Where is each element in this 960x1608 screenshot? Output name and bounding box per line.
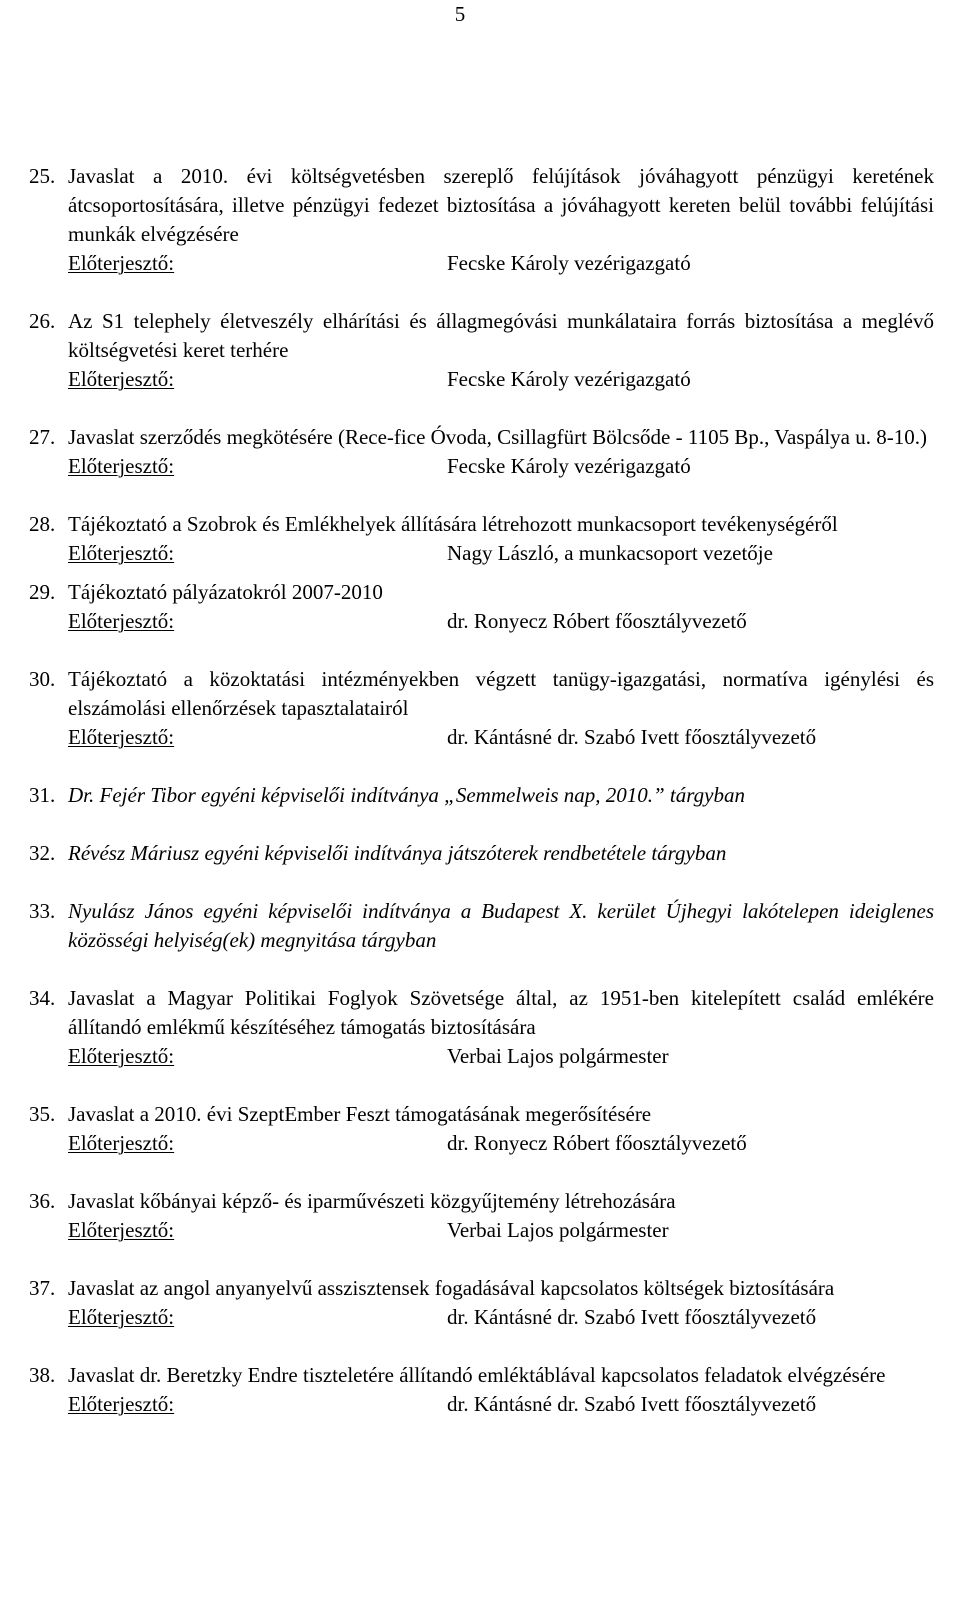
agenda-item-28 [29,510,934,568]
presenter-row [68,1390,934,1419]
agenda-item-35 [29,1100,934,1158]
presenter-name: dr. Ronyecz Róbert főosztályvezető [447,609,747,633]
presenter-row [68,365,934,394]
item-title: Javaslat a 2010. évi SzeptEmber Feszt támogatásának megerősítésére [68,1102,652,1126]
presenter-row [68,1216,934,1245]
presenter-label: Előterjesztő: [68,541,175,565]
presenter-name: Verbai Lajos polgármester [447,1218,669,1242]
presenter-name: Verbai Lajos polgármester [447,1044,669,1068]
presenter-row [68,452,934,481]
item-title: Tájékoztató a közoktatási intézményekben végzett tanügy-igazgatási, normatíva igénylési és elszámolási ellenőrzések tapasztalatairól [68,667,934,720]
presenter-row [68,249,934,278]
presenter-name: dr. Kántásné dr. Szabó Ivett főosztályvezető [447,1392,817,1416]
item-number: 36. [29,1189,56,1213]
presenter-label: Előterjesztő: [68,1131,175,1155]
item-number: 30. [29,667,56,691]
presenter-name: Fecske Károly vezérigazgató [447,367,691,391]
item-number: 37. [29,1276,56,1300]
item-number: 31. [29,783,56,807]
item-number: 29. [29,580,56,604]
item-number: 27. [29,425,56,449]
agenda-list [29,162,934,1419]
item-number: 25. [29,164,56,188]
item-title: Javaslat dr. Beretzky Endre tiszteletére állítandó emléktáblával kapcsolatos feladatok elvégzésére [68,1363,886,1387]
item-title: Az S1 telephely életveszély elhárítási és állagmegóvási munkálataira forrás biztosítása a meglévő költségvetési keret terhére [68,309,934,362]
page-number: 5 [454,2,466,26]
presenter-label: Előterjesztő: [68,251,175,275]
presenter-row [68,1129,934,1158]
presenter-label: Előterjesztő: [68,1044,175,1068]
item-title: Nyulász János egyéni képviselői indítványa a Budapest X. kerület Újhegyi lakótelepen ideiglenes közösségi helyiség(ek) megnyitása tárgyban [68,899,934,952]
item-title: Javaslat a 2010. évi költségvetésben szereplő felújítások jóváhagyott pénzügyi keretének átcsoportosítására, illetve pénzügyi fedezet biztosítása a jóváhagyott kereten belül további felújítási munkák elvégzésére [68,164,934,246]
presenter-label: Előterjesztő: [68,609,175,633]
item-title: Javaslat az angol anyanyelvű asszisztensek fogadásával kapcsolatos költségek biztosítására [68,1276,835,1300]
presenter-label: Előterjesztő: [68,725,175,749]
item-title: Javaslat szerződés megkötésére (Rece-fice Óvoda, Csillagfürt Bölcsőde - 1105 Bp., Vaspálya u. 8-10.) [68,425,927,449]
item-number: 26. [29,309,56,333]
item-number: 28. [29,512,56,536]
item-number: 38. [29,1363,56,1387]
presenter-name: dr. Kántásné dr. Szabó Ivett főosztályvezető [447,1305,817,1329]
presenter-name: dr. Kántásné dr. Szabó Ivett főosztályvezető [447,725,817,749]
presenter-row [68,723,934,752]
agenda-item-36 [29,1187,934,1245]
presenter-name: dr. Ronyecz Róbert főosztályvezető [447,1131,747,1155]
agenda-item-26 [29,307,934,394]
presenter-name: Nagy László, a munkacsoport vezetője [447,541,773,565]
presenter-row [68,607,934,636]
agenda-item-31 [29,781,934,810]
item-title: Tájékoztató pályázatokról 2007-2010 [68,580,383,604]
presenter-name: Fecske Károly vezérigazgató [447,251,691,275]
item-number: 32. [29,841,56,865]
presenter-name: Fecske Károly vezérigazgató [447,454,691,478]
presenter-row [68,539,934,568]
presenter-row [68,1303,934,1332]
item-number: 35. [29,1102,56,1126]
agenda-item-25 [29,162,934,278]
presenter-label: Előterjesztő: [68,454,175,478]
agenda-item-32 [29,839,934,868]
item-title: Javaslat a Magyar Politikai Foglyok Szövetsége által, az 1951-ben kitelepített család emlékére állítandó emlékmű készítéséhez támogatás biztosítására [68,986,934,1039]
agenda-item-38 [29,1361,934,1419]
agenda-item-33 [29,897,934,955]
item-number: 34. [29,986,56,1010]
agenda-item-30 [29,665,934,752]
presenter-label: Előterjesztő: [68,367,175,391]
item-title: Tájékoztató a Szobrok és Emlékhelyek állítására létrehozott munkacsoport tevékenységéről [68,512,838,536]
agenda-item-27 [29,423,934,481]
item-title: Javaslat kőbányai képző- és iparművészeti közgyűjtemény létrehozására [68,1189,676,1213]
agenda-item-34 [29,984,934,1071]
presenter-label: Előterjesztő: [68,1305,175,1329]
presenter-label: Előterjesztő: [68,1218,175,1242]
presenter-row [68,1042,934,1071]
item-title: Révész Máriusz egyéni képviselői indítványa játszóterek rendbetétele tárgyban [68,841,727,865]
presenter-label: Előterjesztő: [68,1392,175,1416]
agenda-item-29 [29,578,934,636]
agenda-item-37 [29,1274,934,1332]
item-number: 33. [29,899,56,923]
item-title: Dr. Fejér Tibor egyéni képviselői indítványa „Semmelweis nap, 2010.” tárgyban [68,783,745,807]
